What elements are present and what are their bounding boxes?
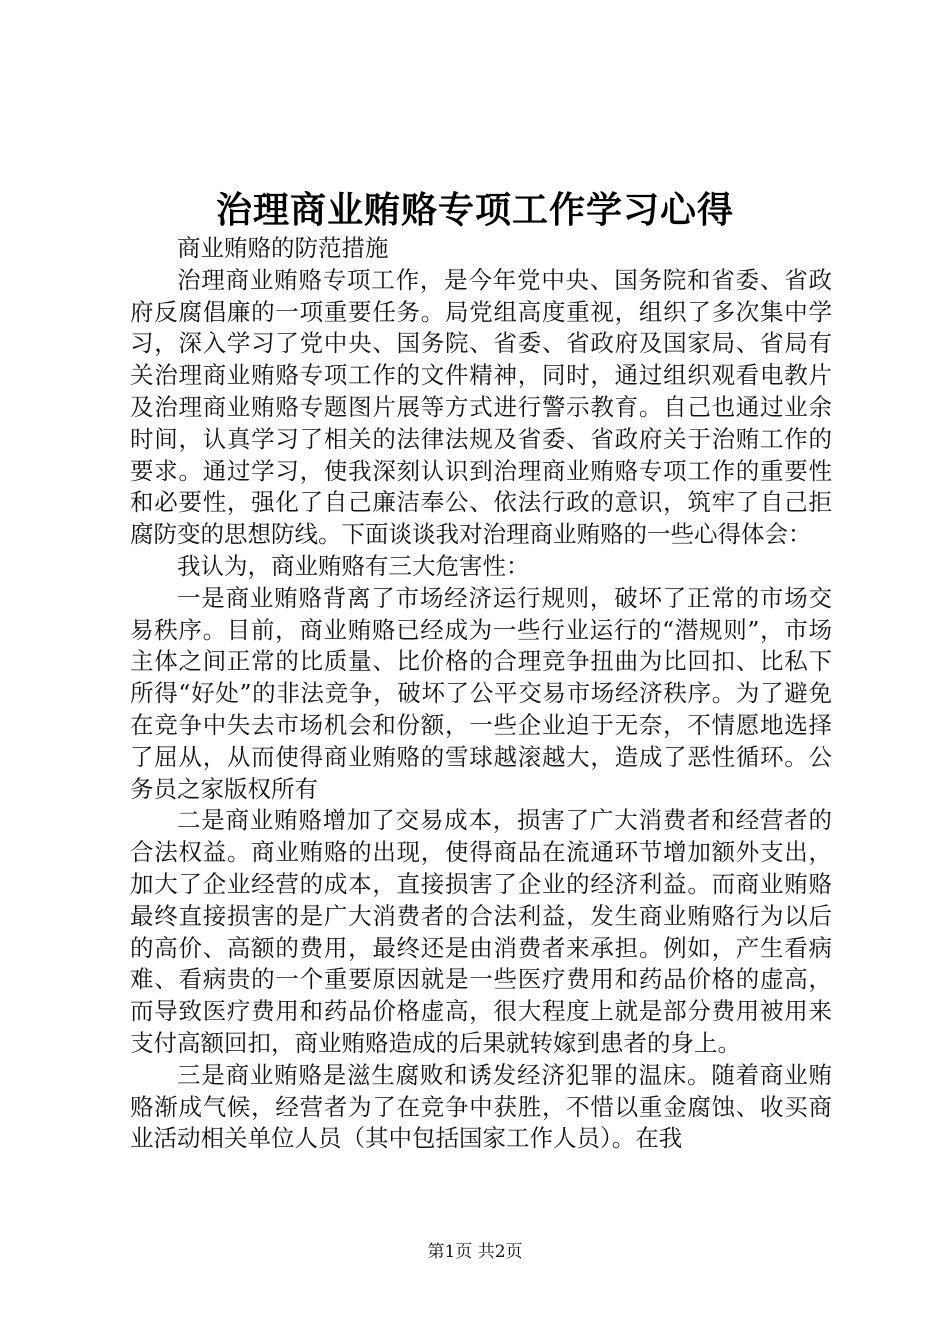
paragraph-heading: 商业贿赂的防范措施 xyxy=(177,234,389,262)
document-body xyxy=(130,233,832,1155)
page-footer: 第1页 共2页 xyxy=(427,1242,523,1262)
document-title: 治理商业贿赂专项工作学习心得 xyxy=(215,189,734,231)
paragraph-intro: 治理商业贿赂专项工作，是今年党中央、国务院和省委、省政府反腐倡廉的一项重要任务。局党组高度重视，组织了多次集中学习，深入学习了党中央、国务院、省委、省政府及国家局、省局有关治理商业贿赂专项工作的文件精神，同时，通过组织观看电教片及治理商业贿赂专题图片展等方式进行警示教育。自己也通过业余时间，认真学习了相关的法律法规及省委、省政府关于治贿工作的要求。通过学习，使我深刻认识到治理商业贿赂专项工作的重要性和必要性，强化了自己廉洁奉公、依法行政的意识，筑牢了自己拒腐防变的思想防线。下面谈谈我对治理商业贿赂的一些心得体会： xyxy=(130,265,832,549)
paragraph-harm-three: 三是商业贿赂是滋生腐败和诱发经济犯罪的温床。随着商业贿赂渐成气候，经营者为了在竞争中获胜，不惜以重金腐蚀、收买商业活动相关单位人员（其中包括国家工作人员）。在我 xyxy=(130,1060,832,1153)
paragraph-harm-two: 二是商业贿赂增加了交易成本，损害了广大消费者和经营者的合法权益。商业贿赂的出现，使得商品在流通环节增加额外支出，加大了企业经营的成本，直接损害了企业的经济利益。而商业贿赂最终直接损害的是广大消费者的合法利益，发生商业贿赂行为以后的高价、高额的费用，最终还是由消费者来承担。例如，产生看病难、看病贵的一个重要原因就是一些医疗费用和药品价格的虚高，而导致医疗费用和药品价格虚高，很大程度上就是部分费用被用来支付高额回扣，商业贿赂造成的后果就转嫁到患者的身上。 xyxy=(130,806,832,1057)
paragraph-harms-lead: 我认为，商业贿赂有三大危害性： xyxy=(177,551,530,580)
paragraph-harm-one: 一是商业贿赂背离了市场经济运行规则，破坏了正常的市场交易秩序。目前，商业贿赂已经成为一些行业运行的“潜规则”，市场主体之间正常的比质量、比价格的合理竞争扭曲为比回扣、比私下所得“好处”的非法竞争，破坏了公平交易市场经济秩序。为了避免在竞争中失去市场机会和份额，一些企业迫于无奈，不情愿地选择了屈从，从而使得商业贿赂的雪球越滚越大，造成了恶性循环。公务员之家版权所有 xyxy=(130,583,832,803)
